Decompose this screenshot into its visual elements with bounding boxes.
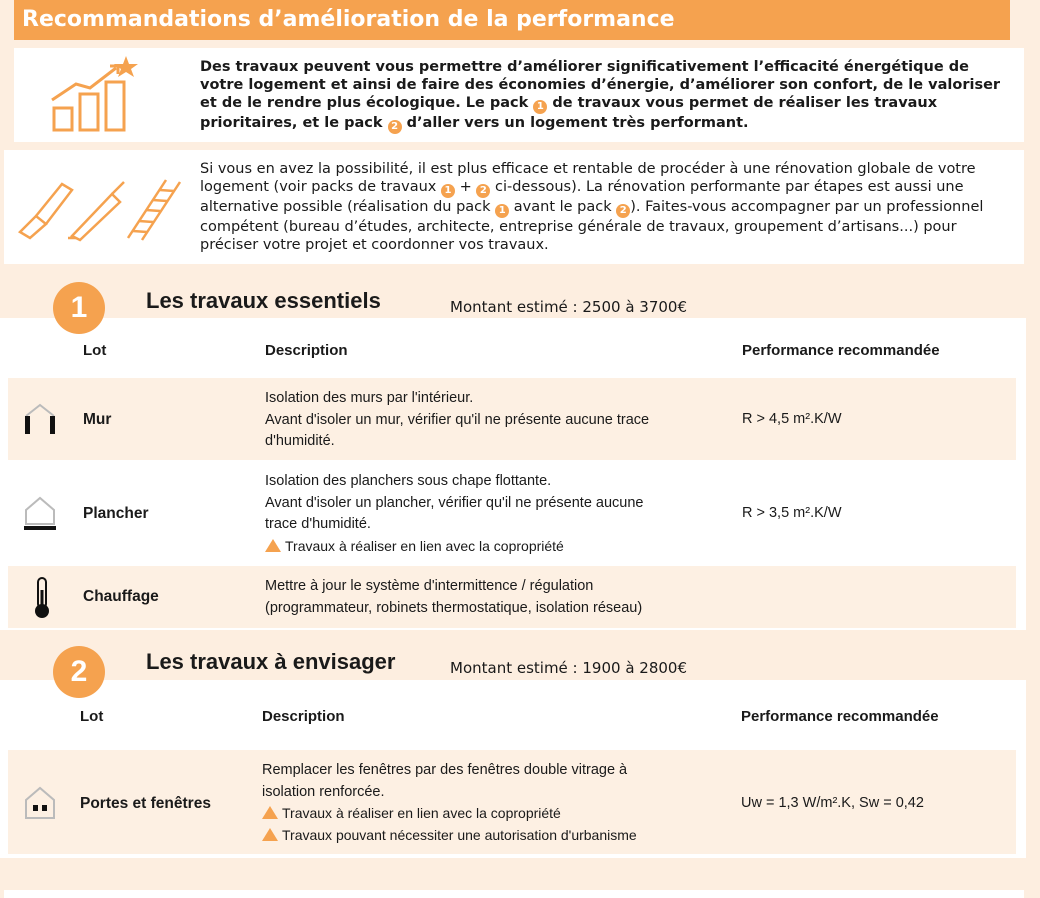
column-header-description: Description [265, 342, 348, 359]
warning-icon [262, 806, 278, 819]
pack-1-badge: 1 [441, 184, 455, 198]
warning-line [262, 803, 732, 825]
pack-1-badge: 1 [533, 100, 547, 114]
section-header: Recommandations d’amélioration de la performance [14, 0, 1010, 40]
intro1-text3: d’aller vers un logement très performant. [406, 115, 749, 131]
warning-line [262, 825, 732, 847]
column-header-performance: Performance recommandée [741, 708, 939, 725]
row-performance: R > 4,5 m².K/W [742, 411, 842, 427]
desc-line: isolation renforcée. [262, 783, 385, 800]
section2-title: Les travaux à envisager [146, 649, 396, 674]
section2-amount: Montant estimé : 1900 à 2800€ [450, 659, 687, 677]
window-icon [22, 784, 58, 822]
warning-text: Travaux pouvant nécessiter une autorisation d'urbanisme [282, 826, 637, 843]
section1-amount: Montant estimé : 2500 à 3700€ [450, 298, 687, 316]
pack-1-badge: 1 [495, 204, 509, 218]
column-header-lot: Lot [80, 708, 104, 725]
desc-line: Remplacer les fenêtres par des fenêtres double vitrage à [262, 762, 628, 778]
section1-title: Les travaux essentiels [146, 288, 381, 313]
desc-line: Avant d'isoler un mur, vérifier qu'il ne présente aucune trace [265, 411, 650, 428]
lot-label: Plancher [83, 505, 149, 522]
next-section-box [4, 890, 1024, 898]
warning-text: Travaux à réaliser en lien avec la copropriété [282, 805, 561, 821]
desc-line: Avant d'isoler un plancher, vérifier qu'il ne présente aucune [265, 494, 644, 511]
intro2-text2: ci-dessous). La rénovation performante par étapes est aussi une alternative possible (réalisation du pack [200, 179, 964, 215]
intro2-text: Si vous en avez la possibilité, il est plus efficace et rentable de procéder à une rénovation globale de votre logement (voir packs de travaux [200, 161, 976, 195]
desc-line: (programmateur, robinets thermostatique, isolation réseau) [265, 599, 643, 616]
intro2-plus: + [459, 179, 472, 195]
floor-icon [22, 494, 58, 534]
desc-line: Mettre à jour le système d'intermittence / régulation [265, 578, 594, 594]
intro1-text: Des travaux peuvent vous permettre d’améliorer significativement l’efficacité énergétique de votre logement et ainsi de faire des économies d’énergie, d’améliorer son confort, de le valoriser et de le rendre plus écologique. Le pack [200, 59, 1001, 111]
chart-growth-icon [50, 54, 140, 136]
intro-box-2 [4, 150, 1024, 264]
desc-line: Isolation des murs par l'intérieur. [265, 390, 474, 406]
section1-number: 1 [53, 282, 105, 334]
desc-line: trace d'humidité. [265, 516, 371, 532]
warning-line [265, 536, 735, 558]
row-performance: Uw = 1,3 W/m².K, Sw = 0,42 [741, 795, 924, 811]
lot-label: Chauffage [83, 588, 159, 605]
tools-icon [16, 176, 186, 242]
row-description [265, 471, 735, 557]
warning-icon [262, 828, 278, 841]
intro-paragraph-2 [200, 160, 1015, 254]
intro2-text4: ). Faites-vous accompagner par un professionnel compétent (bureau d’études, architecte, entreprise générale de travaux, groupement d’artisans...) pour préciser votre projet et coordonner vos travaux. [200, 199, 984, 253]
section2-number: 2 [53, 646, 105, 698]
wall-icon [22, 402, 58, 436]
lot-label: Mur [83, 411, 112, 428]
warning-text: Travaux à réaliser en lien avec la copropriété [285, 537, 564, 554]
row-description [262, 760, 732, 846]
intro-box-1 [14, 48, 1024, 142]
column-header-performance: Performance recommandée [742, 342, 940, 359]
pack-2-badge: 2 [388, 120, 402, 134]
intro2-text3: avant le pack [513, 199, 612, 215]
thermometer-icon [32, 576, 52, 620]
desc-line: d'humidité. [265, 433, 335, 449]
column-header-description: Description [262, 708, 345, 725]
pack-2-badge: 2 [616, 204, 630, 218]
row-description [265, 388, 735, 453]
lot-label: Portes et fenêtres [80, 795, 211, 812]
column-header-lot: Lot [83, 342, 107, 359]
warning-icon [265, 539, 281, 552]
intro-paragraph-1 [200, 58, 1015, 134]
intro1-text2: de travaux vous permet de réaliser les travaux prioritaires, et le pack [200, 95, 938, 131]
row-performance: R > 3,5 m².K/W [742, 505, 842, 521]
desc-line: Isolation des planchers sous chape flottante. [265, 473, 552, 489]
row-description [265, 576, 735, 619]
pack-2-badge: 2 [476, 184, 490, 198]
